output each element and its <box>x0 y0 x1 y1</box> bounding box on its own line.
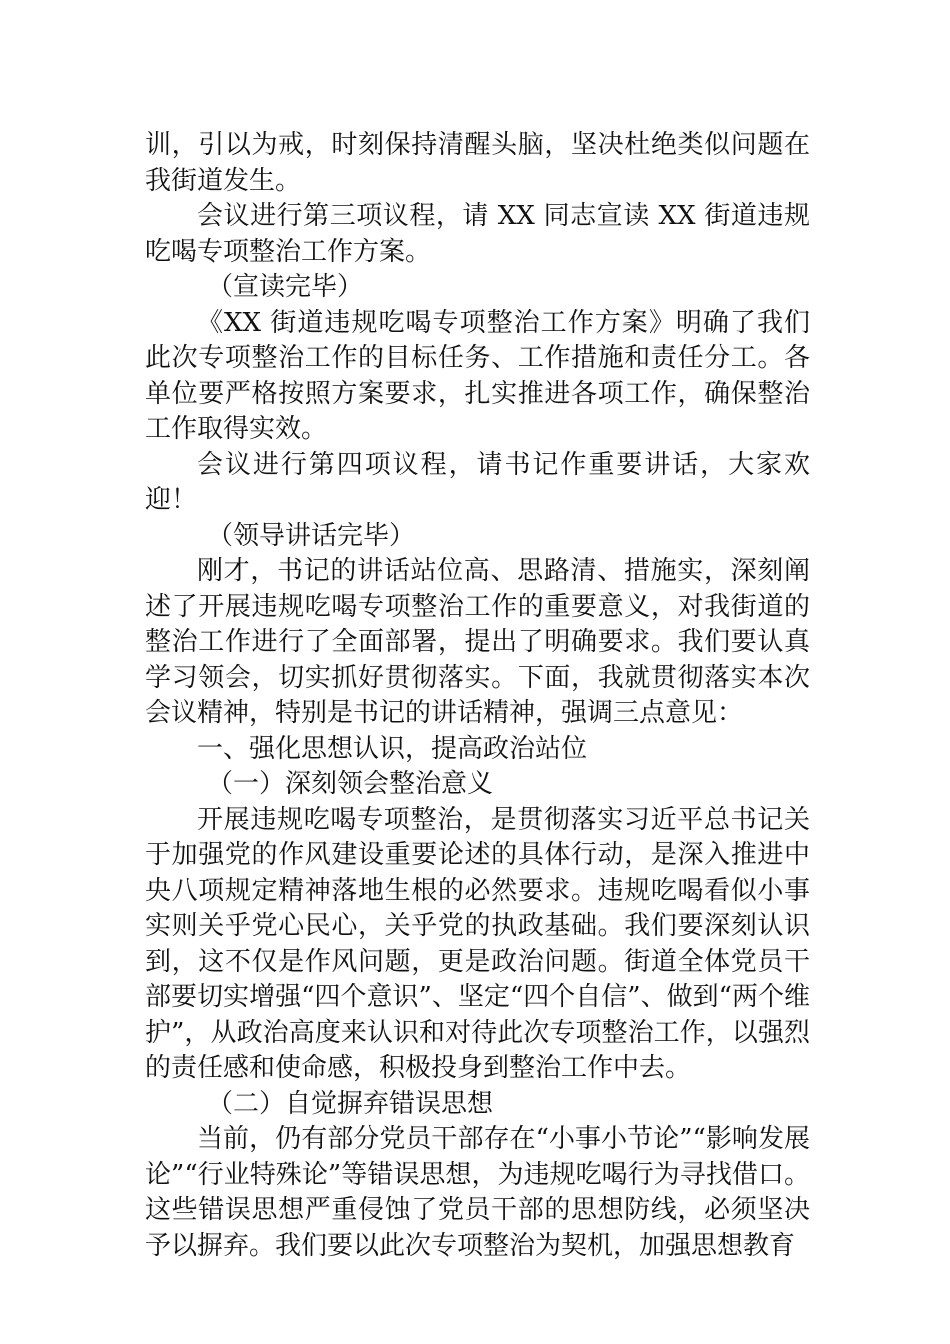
paragraph-agenda-four: 会议进行第四项议程，请书记作重要讲话，大家欢迎！ <box>145 449 810 515</box>
paragraph-wrong-thinking: 当前，仍有部分党员干部存在“小事小节论”“影响发展论”“行业特殊论”等错误思想，为违规吃喝行为寻找借口。这些错误思想严重侵蚀了党员干部的思想防线，必须坚决予以摒弃。我们要以此次专项整治为契机，加强思想教育 <box>145 1124 810 1261</box>
paragraph-speech-summary: 刚才，书记的讲话站位高、思路清、措施实，深刻阐述了开展违规吃喝专项整治工作的重要意义，对我街道的整治工作进行了全面部署，提出了明确要求。我们要认真学习领会，切实抓好贯彻落实。下面，我就贯彻落实本次会议精神，特别是书记的讲话精神，强调三点意见： <box>145 556 810 728</box>
document-body <box>145 128 810 1264</box>
paragraph-reading-done: （宣读完毕） <box>207 272 364 302</box>
paragraph-agenda-three: 会议进行第三项议程，请 XX 同志宣读 XX 街道违规吃喝专项整治工作方案。 <box>145 201 810 267</box>
paragraph-continuation: 训，引以为戒，时刻保持清醒头脑，坚决杜绝类似问题在我街道发生。 <box>145 130 810 196</box>
subsection-heading-one: （一）深刻领会整治意义 <box>207 769 494 799</box>
paragraph-plan-summary: 《XX 街道违规吃喝专项整治工作方案》明确了我们此次专项整治工作的目标任务、工作措施和责任分工。各单位要严格按照方案要求，扎实推进各项工作，确保整治工作取得实效。 <box>145 307 810 444</box>
subsection-heading-two: （二）自觉摒弃错误思想 <box>207 1088 494 1119</box>
paragraph-speech-done: （领导讲话完毕） <box>207 520 416 551</box>
paragraph-significance: 开展违规吃喝专项整治，是贯彻落实习近平总书记关于加强党的作风建设重要论述的具体行动，是深入推进中央八项规定精神落地生根的必然要求。违规吃喝看似小事实则关乎党心民心，关乎党的执政基础。我们要深刻认识到，这不仅是作风问题，更是政治问题。街道全体党员干部要切实增强“四个意识”、坚定“四个自信”、做到“两个维护”，从政治高度来认识和对待此次专项整治工作，以强烈的责任感和使命感，积极投身到整治工作中去。 <box>145 804 810 1083</box>
section-heading-one: 一、强化思想认识，提高政治站位 <box>197 733 588 764</box>
